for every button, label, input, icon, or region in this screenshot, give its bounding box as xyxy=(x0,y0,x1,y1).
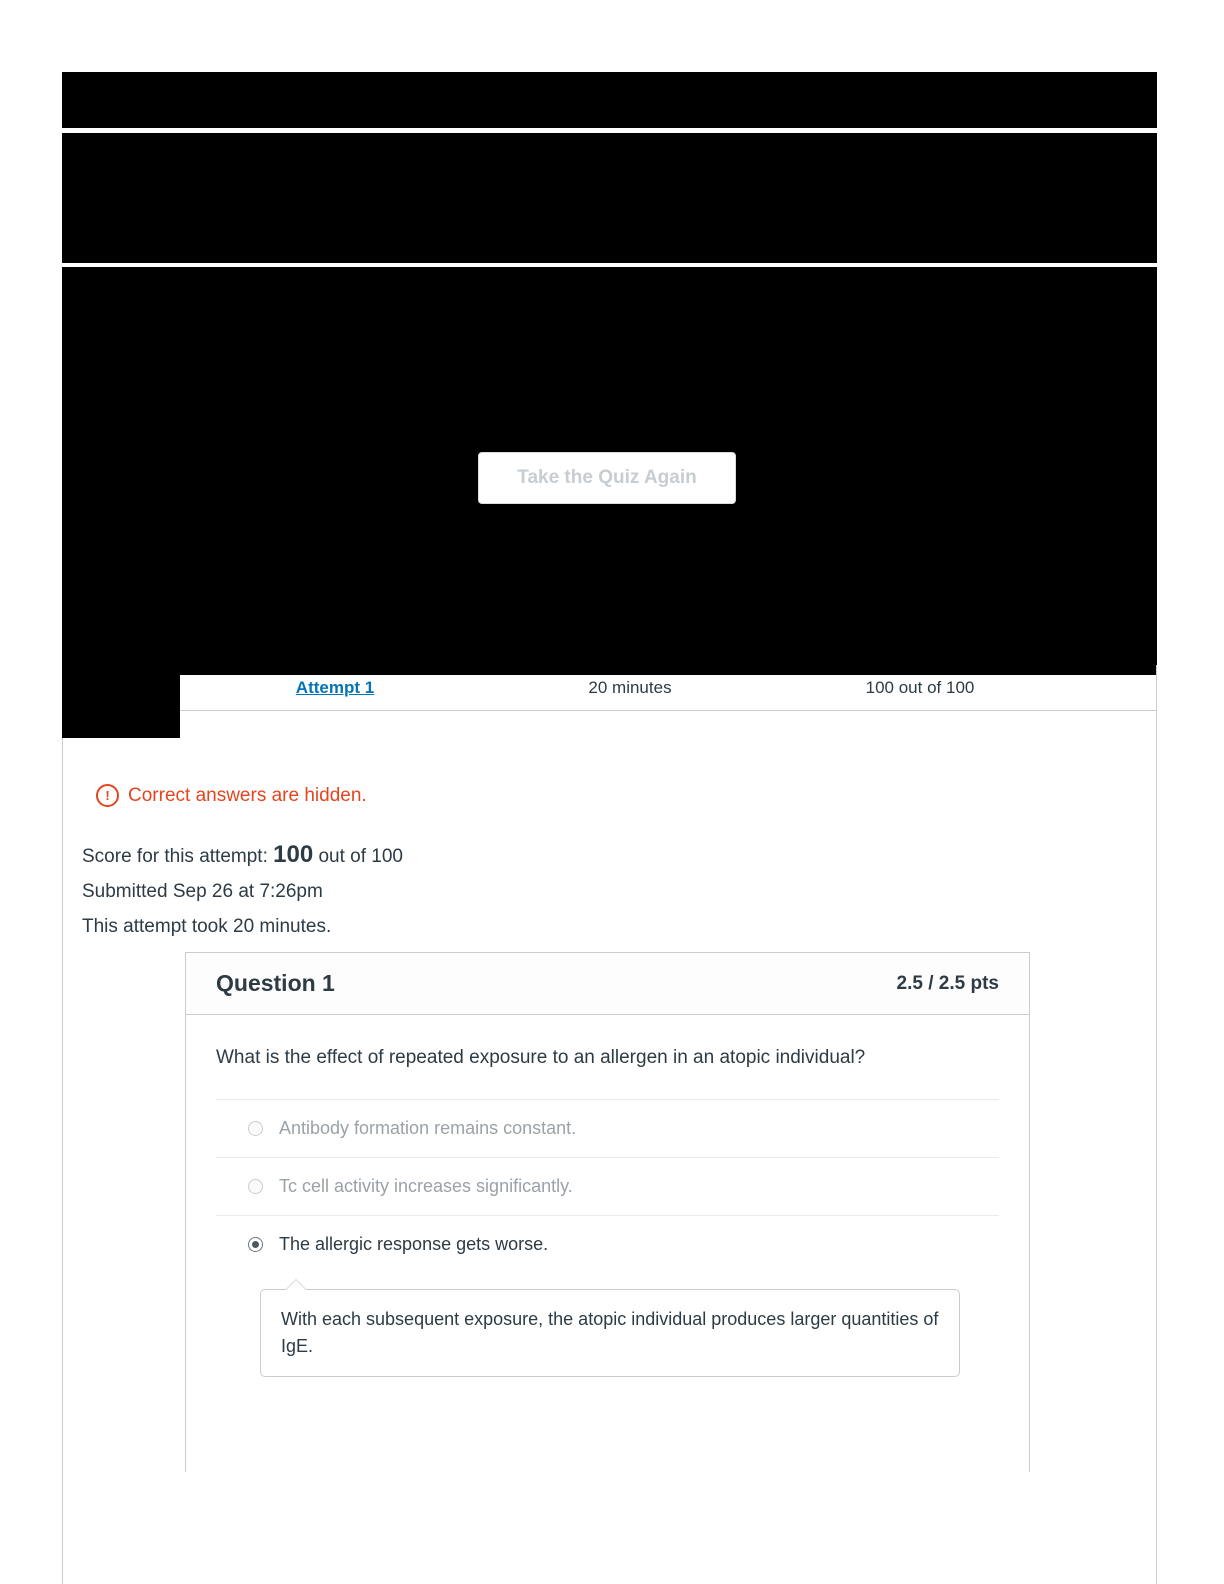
answer-label: The allergic response gets worse. xyxy=(279,1234,549,1254)
question-body xyxy=(186,1015,1029,1472)
attempt-summary xyxy=(82,837,403,944)
answer-option[interactable] xyxy=(216,1099,999,1157)
answer-label: Antibody formation remains constant. xyxy=(279,1118,577,1138)
answer-feedback xyxy=(260,1289,960,1377)
question-header xyxy=(186,953,1029,1015)
question-card xyxy=(185,952,1030,1472)
radio-selected-icon[interactable] xyxy=(248,1237,263,1252)
score-prefix: Score for this attempt: xyxy=(82,846,268,867)
answer-option[interactable] xyxy=(216,1157,999,1215)
correct-answers-hidden-text: Correct answers are hidden. xyxy=(128,784,367,806)
redacted-left-bar-lower xyxy=(62,710,180,738)
take-quiz-again-button[interactable]: Take the Quiz Again xyxy=(478,452,736,504)
radio-icon[interactable] xyxy=(248,1121,263,1136)
feedback-arrow-icon xyxy=(286,1280,306,1290)
answer-option-selected[interactable] xyxy=(216,1215,999,1273)
attempt-score-line xyxy=(82,837,403,874)
attempt-link-cell xyxy=(180,678,490,698)
attempt-score-cell: 100 out of 100 xyxy=(865,677,975,697)
answer-list xyxy=(216,1099,999,1273)
warning-icon: ! xyxy=(96,784,119,807)
score-value: 100 xyxy=(273,841,314,868)
feedback-text: With each subsequent exposure, the atopic individual produces larger quantities of IgE. xyxy=(260,1289,960,1377)
quiz-result-content xyxy=(63,739,1156,1584)
redacted-title-block xyxy=(62,133,1157,263)
question-points: 2.5 / 2.5 pts xyxy=(896,972,999,994)
attempt-1-link[interactable]: Attempt 1 xyxy=(295,677,375,697)
redacted-left-bar-upper xyxy=(62,665,180,710)
redacted-header-bar xyxy=(62,72,1157,128)
duration-line: This attempt took 20 minutes. xyxy=(82,916,332,937)
radio-icon[interactable] xyxy=(248,1179,263,1194)
content-right-rule xyxy=(1156,665,1157,1584)
correct-answers-hidden-alert xyxy=(96,784,367,807)
answer-label: Tc cell activity increases significantly. xyxy=(279,1176,573,1196)
question-title: Question 1 xyxy=(216,970,335,996)
attempt-row-divider xyxy=(180,710,1157,739)
card-bottom-spacer xyxy=(216,1377,999,1472)
redacted-row-overlay xyxy=(180,665,1157,675)
submitted-line: Submitted Sep 26 at 7:26pm xyxy=(82,881,323,902)
question-text: What is the effect of repeated exposure to an allergen in an atopic individual? xyxy=(216,1047,866,1068)
score-suffix: out of 100 xyxy=(318,846,403,867)
attempt-time-cell: 20 minutes xyxy=(588,677,672,697)
